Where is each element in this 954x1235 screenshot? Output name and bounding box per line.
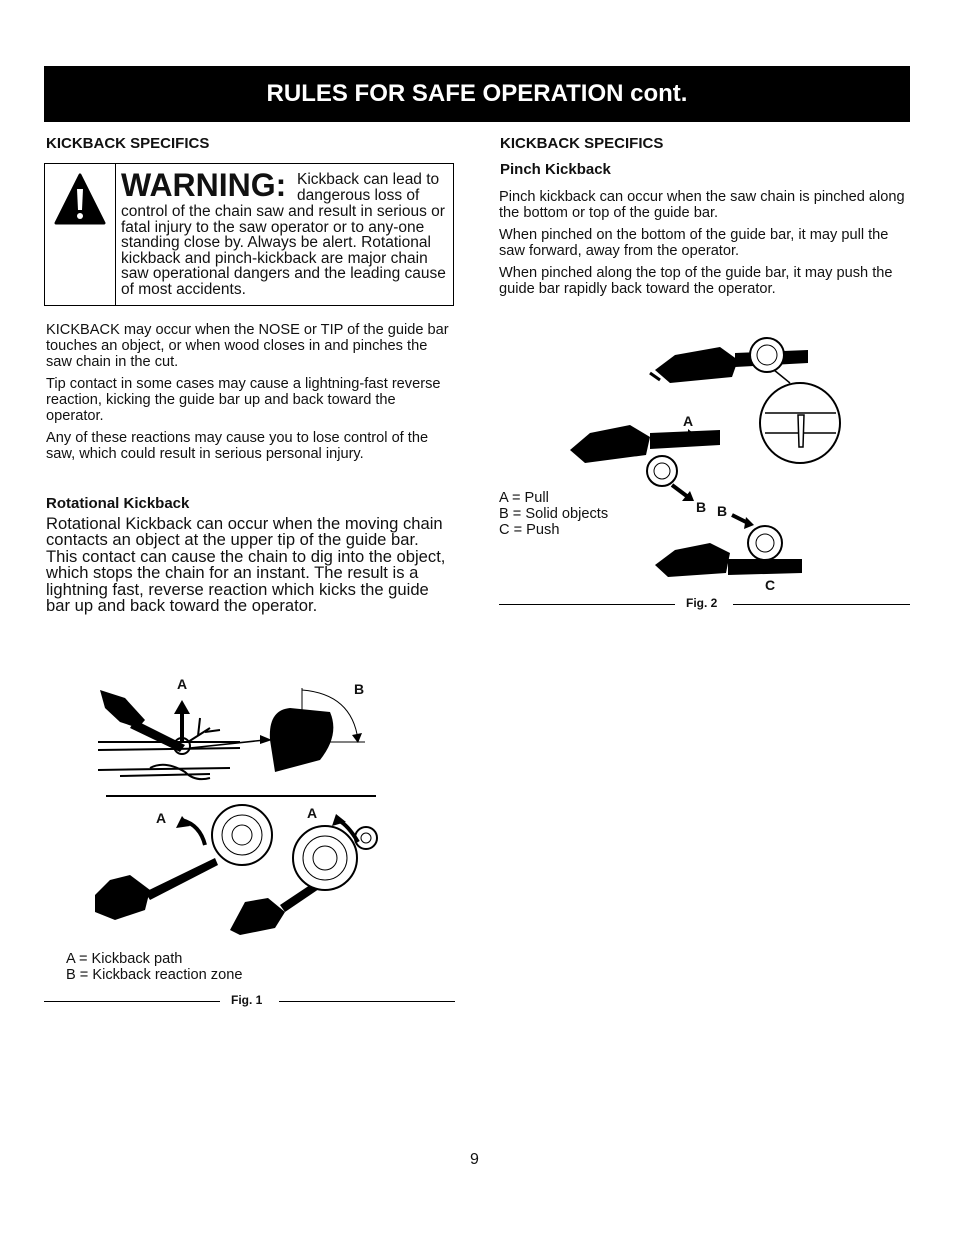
fig2-rule-right bbox=[733, 604, 910, 605]
fig2-letter-c: C bbox=[765, 577, 776, 593]
fig2-letter-b-right: B bbox=[717, 503, 728, 519]
log-end-icon bbox=[748, 526, 782, 560]
fig1-rule-right bbox=[279, 1001, 455, 1002]
fig1-legend-b: B = Kickback reaction zone bbox=[66, 967, 243, 983]
left-heading: KICKBACK SPECIFICS bbox=[46, 135, 210, 152]
section-header bbox=[44, 66, 910, 122]
fig2-letter-b-left: B bbox=[696, 499, 707, 515]
fig1-letter-b: B bbox=[354, 681, 365, 697]
fig2-legend-a: A = Pull bbox=[499, 490, 549, 506]
log-end-icon bbox=[647, 456, 677, 486]
pinch-kickback-title: Pinch Kickback bbox=[500, 161, 611, 178]
fig1-legend-a: A = Kickback path bbox=[66, 951, 183, 967]
rotational-kickback-illustration bbox=[90, 680, 390, 940]
kickback-paragraph-1: KICKBACK may occur when the NOSE or TIP of the guide bar touches an object, or when wood closes in and pinches the saw chain in the cut. bbox=[46, 322, 449, 371]
fig1-rule-left bbox=[44, 1001, 220, 1002]
right-heading: KICKBACK SPECIFICS bbox=[500, 135, 664, 152]
log-end-icon bbox=[212, 805, 272, 865]
pinch-paragraph-2: When pinched on the bottom of the guide bar, it may pull the saw forward, away from the operator. bbox=[499, 227, 889, 260]
kickback-paragraph-3: Any of these reactions may cause you to lose control of the saw, which could result in serious personal injury. bbox=[46, 430, 429, 463]
saw-middle-icon bbox=[570, 425, 720, 463]
fig2-legend-c: C = Push bbox=[499, 522, 560, 538]
warning-text-right: Kickback can lead to dangerous loss of bbox=[297, 171, 440, 204]
fig1-letter-a-left: A bbox=[156, 810, 167, 826]
warning-label: WARNING: bbox=[121, 167, 287, 203]
page-number: 9 bbox=[470, 1151, 479, 1168]
fig2-caption: Fig. 2 bbox=[686, 596, 718, 610]
warning-text-body: control of the chain saw and result in serious or fatal injury to the saw operator or to any-one standing close by. Always be alert. Rotational kickback and pinch-kickback are major chain saw operational dangers and the leading cause of most accidents. bbox=[121, 203, 446, 298]
fig2-letter-a: A bbox=[683, 413, 694, 429]
pinch-paragraph-3: When pinched along the top of the guide bar, it may push the guide bar rapidly back toward the operator. bbox=[499, 265, 893, 298]
pinch-paragraph-1: Pinch kickback can occur when the saw chain is pinched along the bottom or top of the guide bar. bbox=[499, 189, 905, 222]
kickback-paragraph-2: Tip contact in some cases may cause a lightning-fast reverse reaction, kicking the guide bar up and back toward the operator. bbox=[46, 376, 441, 425]
fig2-legend-b: B = Solid objects bbox=[499, 506, 609, 522]
fig1-letter-a-right: A bbox=[307, 805, 318, 821]
rotational-kickback-text: Rotational Kickback can occur when the moving chain contacts an object at the upper tip of the guide bar. This contact can cause the chain to dig into the object, which stops the chain for an instant. The result is a lightning fast, reverse reaction which kicks the guide bar up and back toward the operator. bbox=[46, 514, 446, 616]
section-title: RULES FOR SAFE OPERATION cont. bbox=[266, 80, 688, 107]
fig1-letter-a-top: A bbox=[177, 676, 188, 692]
saw-upper-left-icon bbox=[100, 690, 190, 754]
pinch-kickback-illustration bbox=[560, 325, 860, 590]
fig2-rule-left bbox=[499, 604, 675, 605]
log-end-icon bbox=[750, 338, 784, 372]
warning-triangle-icon bbox=[54, 172, 106, 226]
warning-divider bbox=[115, 164, 116, 305]
saw-lower-left-icon bbox=[95, 858, 218, 920]
fig1-caption: Fig. 1 bbox=[231, 993, 263, 1007]
rotational-kickback-title: Rotational Kickback bbox=[46, 495, 190, 512]
warning-box bbox=[44, 163, 454, 306]
